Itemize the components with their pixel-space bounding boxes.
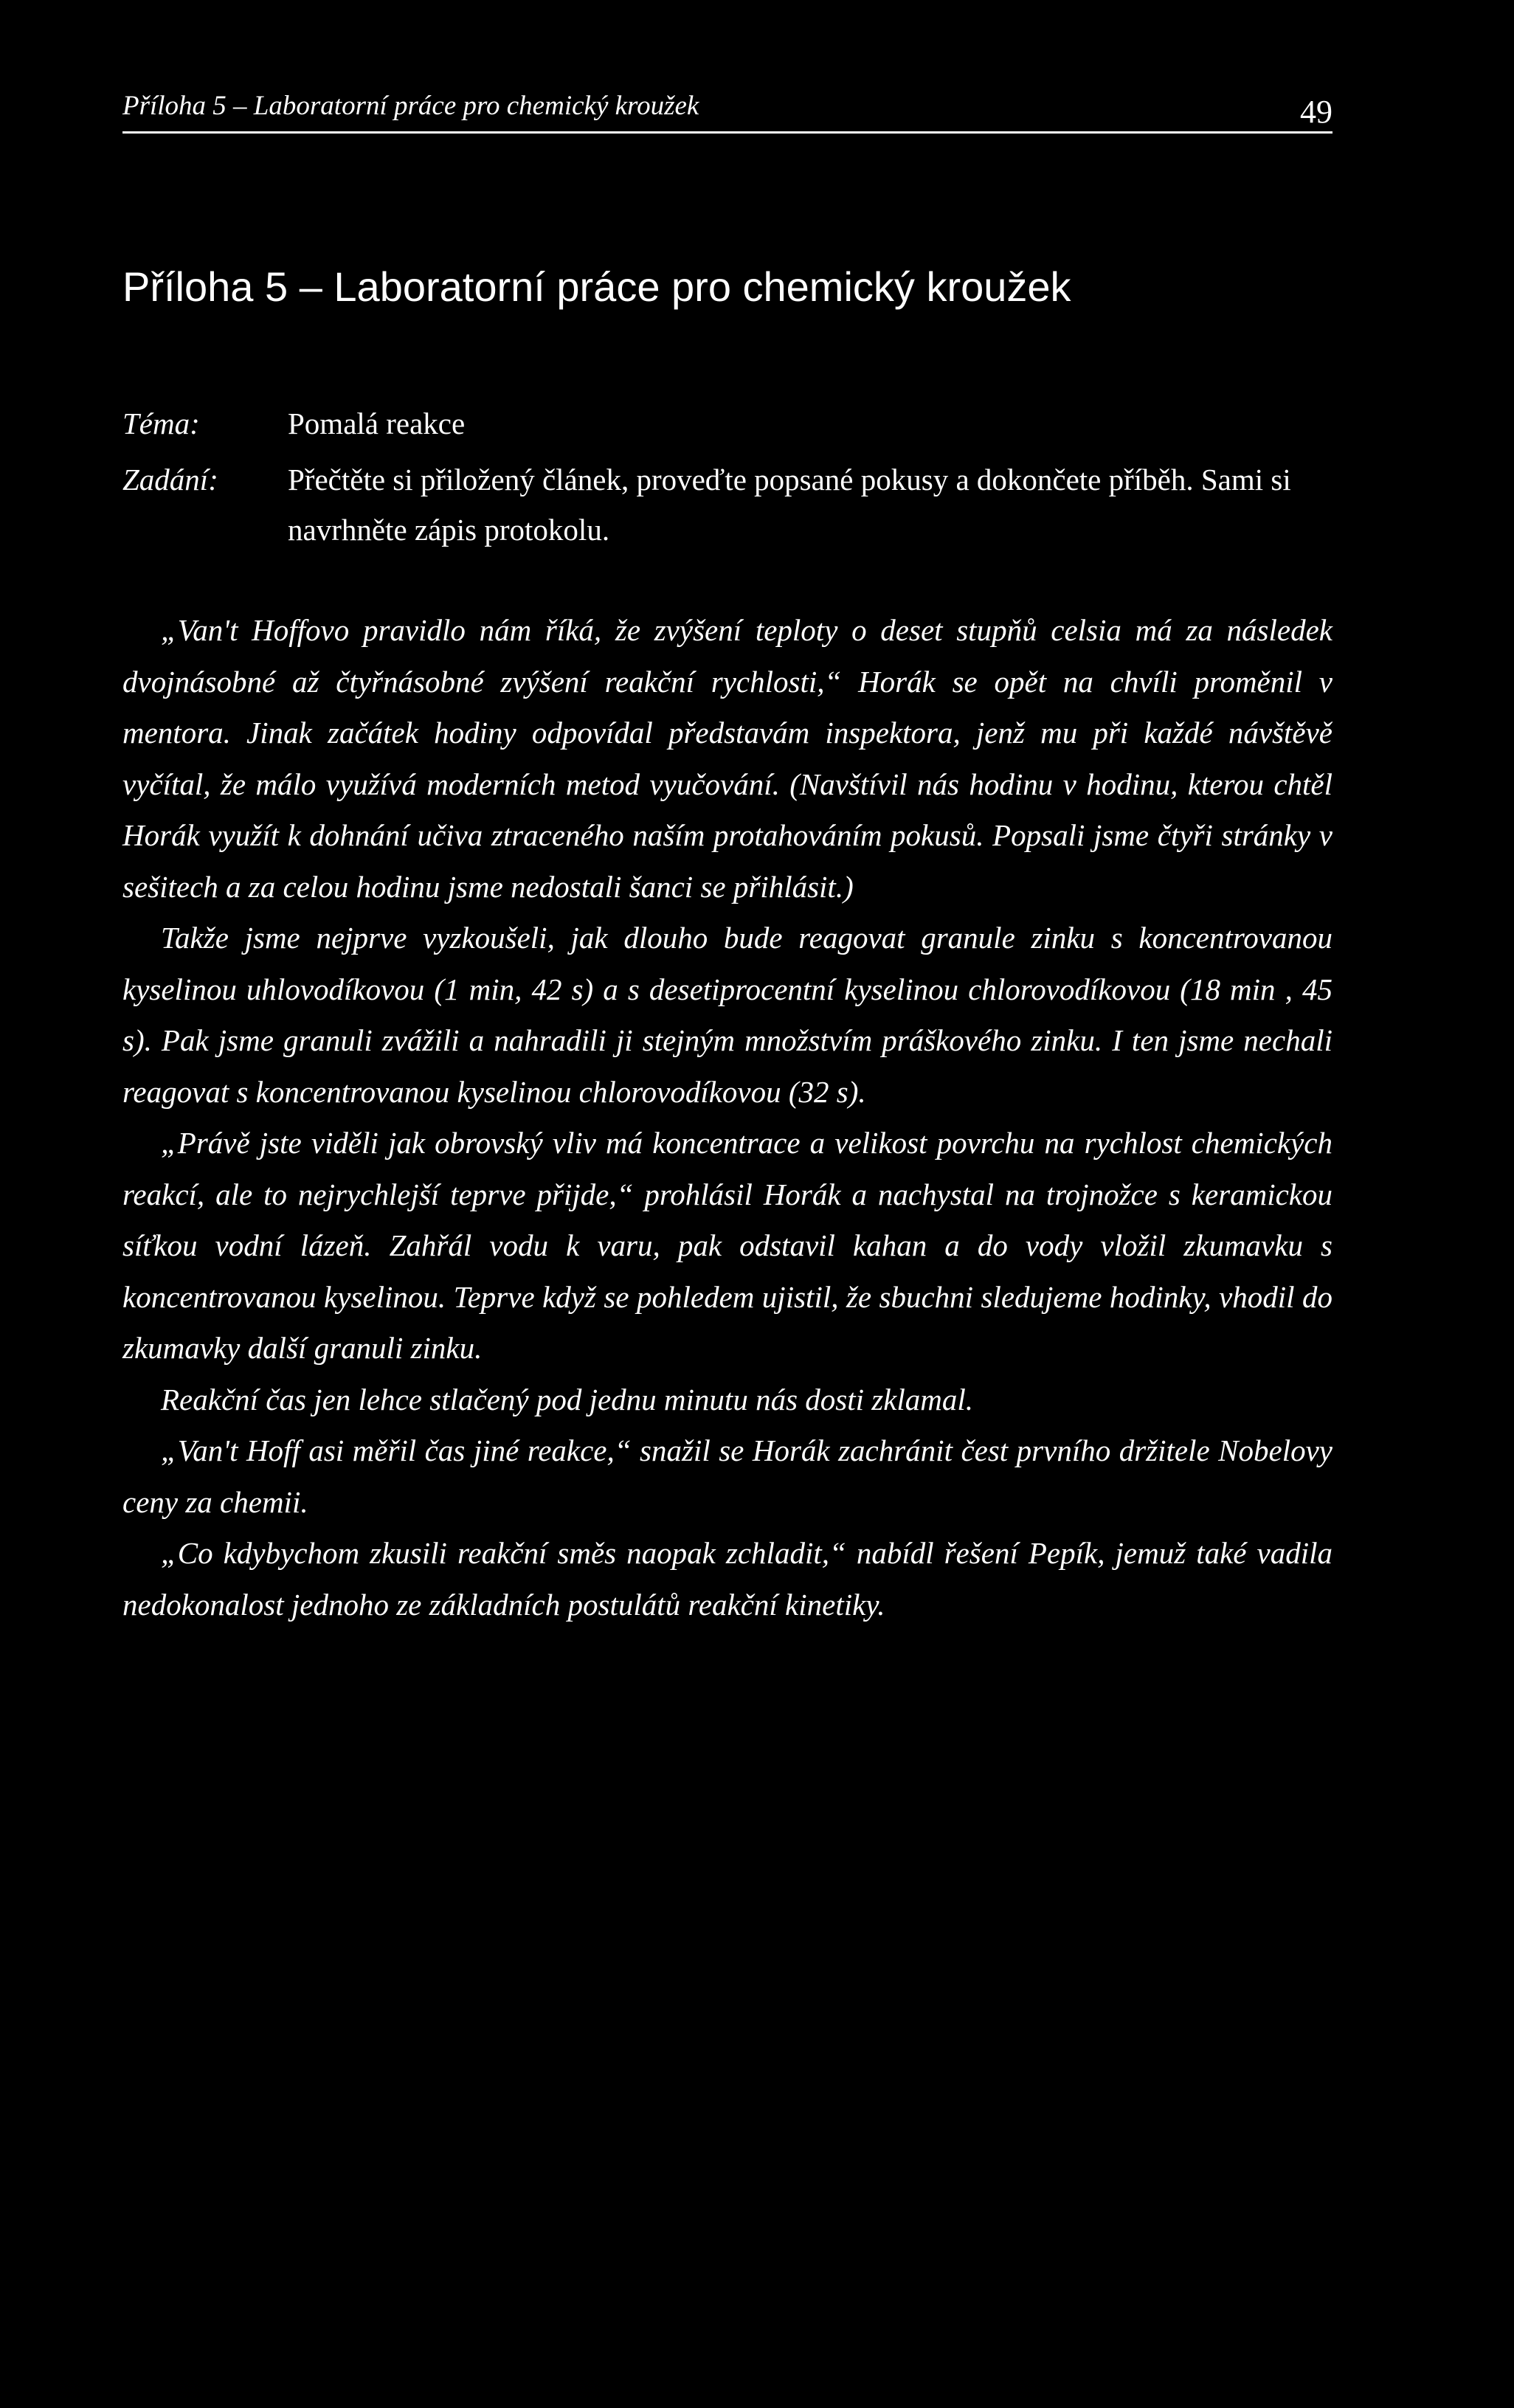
story-paragraph: „Van't Hoff asi měřil čas jiné reakce,“ snažil se Horák zachránit čest prvního držitele Nobelovy ceny za chemii. bbox=[122, 1433, 1332, 1519]
appendix-title: Příloha 5 – Laboratorní práce pro chemický kroužek bbox=[122, 263, 1071, 310]
topic-label: Téma: bbox=[122, 406, 200, 440]
story-paragraph: „Právě jste viděli jak obrovský vliv má koncentrace a velikost povrchu na rychlost chemických reakcí, ale to nejrychlejší teprve přijde,“ prohlásil Horák a nachystal na trojnožce s keramickou síťkou vodní lázeň. Zahřál vodu k varu, pak odstavil kahan a do vody vložil zkumavku s koncentrovanou kyselinou. Teprve když se pohledem ujistil, že sbuchni sledujeme hodinky, vhodil do zkumavky další granuli zinku. bbox=[122, 1126, 1332, 1365]
page-number: 49 bbox=[1300, 94, 1332, 130]
task-row bbox=[122, 454, 1332, 555]
topic-value: Pomalá reakce bbox=[288, 406, 466, 440]
task-value: Přečtěte si přiložený článek, proveďte popsané pokusy a dokončete příběh. Sami si navrhněte zápis protokolu. bbox=[288, 463, 1291, 547]
running-title: Příloha 5 – Laboratorní práce pro chemický kroužek bbox=[122, 91, 699, 121]
assignment-meta bbox=[122, 398, 1332, 561]
topic-row bbox=[122, 398, 1332, 449]
running-header bbox=[122, 87, 1332, 134]
story-paragraph: „Van't Hoffovo pravidlo nám říká, že zvýšení teploty o deset stupňů celsia má za následek dvojnásobné až čtyřnásobné zvýšení reakční rychlosti,“ Horák se opět na chvíli proměnil v mentora. Jinak začátek hodiny odpovídal představám inspektora, jenž mu při každé návštěvě vyčítal, že málo využívá moderních metod vyučování. (Navštívil nás hodinu v hodinu, kterou chtěl Horák využít k dohnání učiva ztraceného naším protahováním pokusů. Popsali jsme čtyři stránky v sešitech a za celou hodinu jsme nedostali šanci se přihlásit.) bbox=[122, 613, 1332, 904]
task-label: Zadání: bbox=[122, 463, 218, 497]
story-paragraph: Reakční čas jen lehce stlačený pod jednu minutu nás dosti zklamal. bbox=[161, 1382, 974, 1416]
story-paragraph: „Co kdybychom zkusili reakční směs naopak zchladit,“ nabídl řešení Pepík, jemuž také vadila nedokonalost jednoho ze základních postulátů reakční kinetiky. bbox=[122, 1536, 1332, 1622]
story-paragraph: Takže jsme nejprve vyzkoušeli, jak dlouho bude reagovat granule zinku s koncentrovanou kyselinou uhlovodíkovou (1 min, 42 s) a s desetiprocentní kyselinou chlorovodíkovou (18 min , 45 s). Pak jsme granuli zvážili a nahradili ji stejným množstvím práškového zinku. I ten jsme nechali reagovat s koncentrovanou kyselinou chlorovodíkovou (32 s). bbox=[122, 921, 1332, 1109]
story-text bbox=[122, 605, 1332, 1630]
